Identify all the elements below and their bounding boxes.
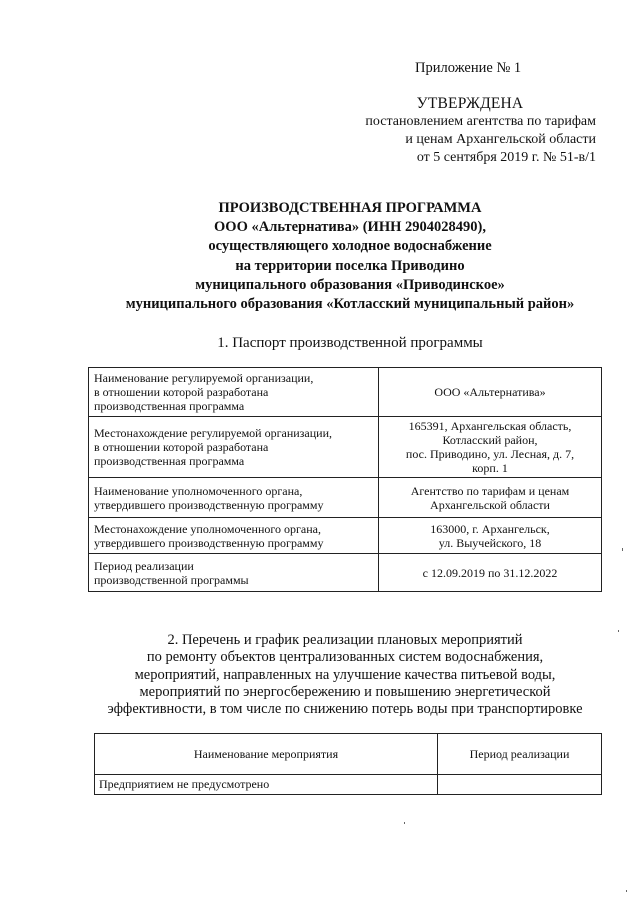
title-line: ООО «Альтернатива» (ИНН 2904028490), (214, 219, 486, 236)
cell-text: ул. Выучейского, 18 (438, 535, 542, 550)
cell-text: Местонахождение регулируемой организации, (94, 426, 333, 440)
scan-speck (626, 890, 627, 892)
section2-heading-line: эффективности, в том числе по снижению потерь воды при транспортировке (107, 701, 583, 718)
cell-text: Агентство по тарифам и ценам (410, 483, 570, 498)
cell-text: Котласский район, (442, 433, 538, 447)
passport-label-cell (89, 518, 379, 554)
cell-text: утвердившего производственную программу (94, 535, 324, 550)
approval-line: постановлением агентства по тарифам (365, 114, 596, 129)
title-line: осуществляющего холодное водоснабжение (208, 238, 492, 255)
cell-text: в отношении которой разработана (94, 385, 269, 399)
section2-heading-line: мероприятий по энергосбережению и повышению энергетической (139, 683, 551, 700)
title-line: на территории поселка Приводино (235, 257, 465, 274)
cell-text: Период реализации (94, 558, 194, 573)
section2-heading-line: мероприятий, направленных на улучшение качества питьевой воды, (134, 666, 556, 683)
section2-heading (80, 632, 610, 718)
cell-text: утвердившего производственную программу (94, 497, 324, 512)
cell-text: корп. 1 (472, 461, 508, 475)
cell-text: производственная программа (94, 399, 245, 413)
scan-speck (404, 822, 405, 824)
scan-speck (618, 630, 619, 632)
section2-heading-line: по ремонту объектов централизованных систем водоснабжения, (146, 649, 544, 666)
section2-heading-line: 2. Перечень и график реализации плановых мероприятий (167, 632, 523, 648)
events-table (94, 733, 602, 795)
document-title (90, 199, 610, 314)
passport-label-cell (89, 368, 379, 417)
table-row (89, 554, 602, 592)
passport-value-cell (379, 478, 602, 518)
table-header-row (95, 734, 602, 775)
cell-text: Наименование регулируемой организации, (94, 371, 314, 385)
column-header-period: Период реализации (438, 734, 602, 775)
cell-text: производственной программы (94, 572, 249, 587)
approved-heading: УТВЕРЖДЕНА (416, 95, 524, 112)
scan-speck (622, 548, 623, 551)
passport-value-cell (379, 417, 602, 478)
event-name-cell: Предприятием не предусмотрено (95, 775, 438, 795)
approval-line: от 5 сентября 2019 г. № 51-в/1 (416, 150, 596, 165)
cell-text: в отношении которой разработана (94, 440, 269, 454)
event-period-cell (438, 775, 602, 795)
table-row (89, 478, 602, 518)
table-row (95, 775, 602, 795)
section1-heading: 1. Паспорт производственной программы (217, 335, 483, 351)
cell-text: 165391, Архангельская область, (408, 419, 572, 433)
passport-value-cell (379, 554, 602, 592)
cell-text: Наименование уполномоченного органа, (94, 483, 303, 498)
passport-value-cell (379, 518, 602, 554)
cell-text: ООО «Альтернатива» (434, 385, 546, 399)
cell-text: 163000, г. Архангельск, (430, 521, 550, 536)
title-line: ПРОИЗВОДСТВЕННАЯ ПРОГРАММА (218, 200, 482, 216)
approval-line: и ценам Архангельской области (405, 132, 596, 147)
passport-table (88, 367, 602, 592)
passport-label-cell (89, 554, 379, 592)
passport-value-cell (379, 368, 602, 417)
passport-label-cell (89, 478, 379, 518)
cell-text: производственная программа (94, 454, 245, 468)
cell-text: пос. Приводино, ул. Лесная, д. 7, (405, 447, 575, 461)
table-row (89, 518, 602, 554)
title-line: муниципального образования «Котласский муниципальный район» (125, 296, 575, 313)
column-header-name: Наименование мероприятия (95, 734, 438, 775)
table-row (89, 368, 602, 417)
cell-text: с 12.09.2019 по 31.12.2022 (422, 565, 558, 580)
cell-text: Архангельской области (430, 497, 550, 512)
appendix-label: Приложение № 1 (415, 60, 522, 76)
cell-text: Местонахождение уполномоченного органа, (94, 521, 321, 536)
title-line: муниципального образования «Приводинское» (195, 276, 505, 293)
table-row (89, 417, 602, 478)
approval-block (340, 95, 600, 167)
passport-label-cell (89, 417, 379, 478)
